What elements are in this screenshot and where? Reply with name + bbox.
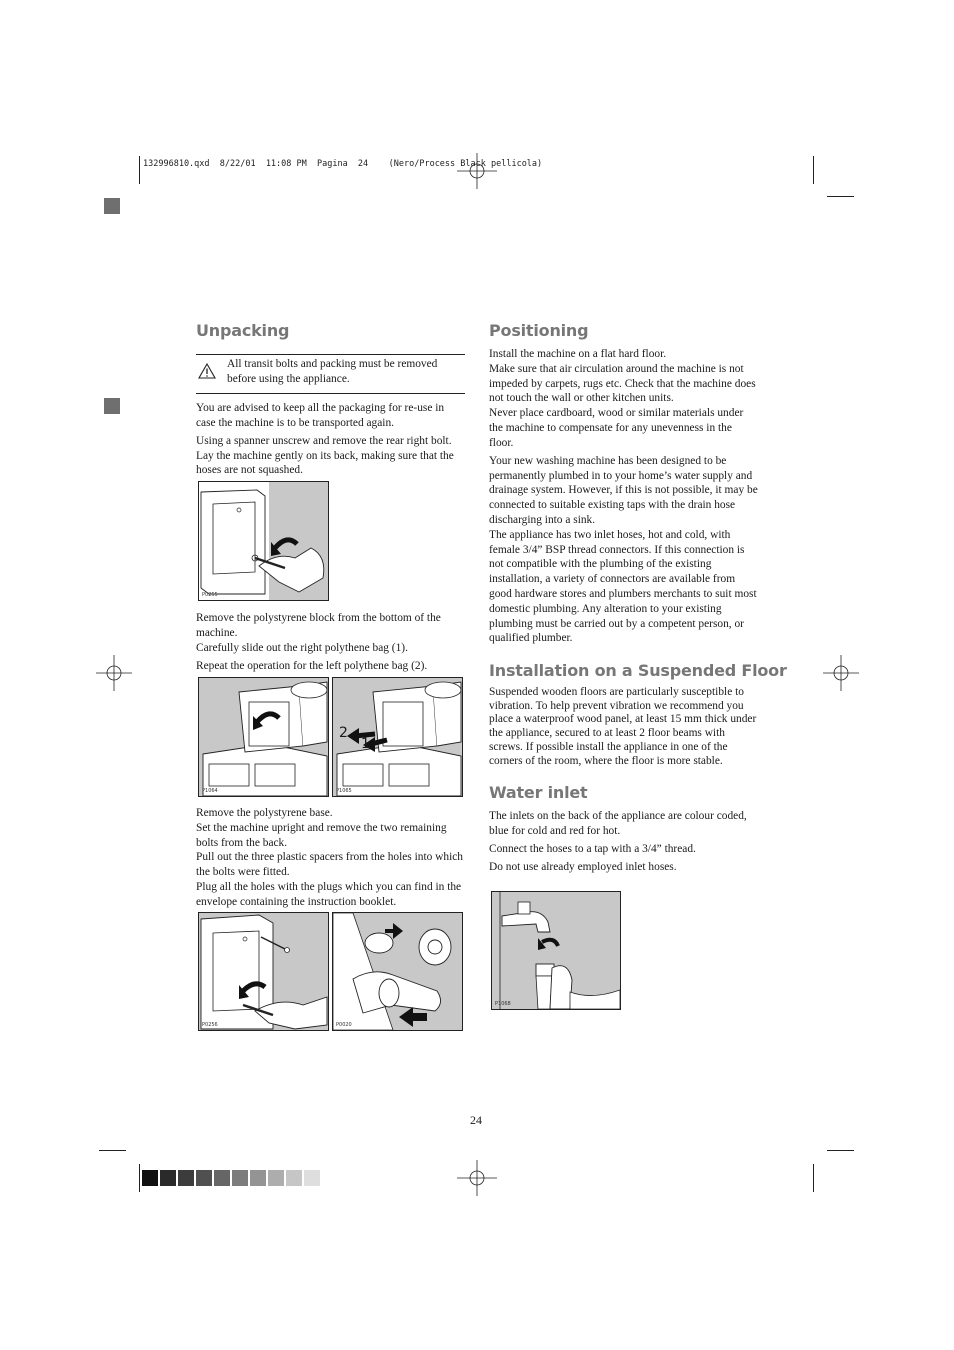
paragraph: Your new washing machine has been designed to be permanently plumbed in to your home’s water supply and drainage system. However, if this is not possible, it may be connected to suitable existing taps with the drain hose discharging into a sink. — [489, 454, 758, 526]
color-bar-swatch — [214, 1170, 230, 1186]
figure-polythene-bag-left — [332, 677, 463, 797]
paragraph: Do not use already employed inlet hoses. — [489, 860, 677, 873]
paragraph: Never place cardboard, wood or similar materials under the machine to compensate for any unevenness in the floor. — [489, 407, 744, 449]
warning-text: All transit bolts and packing must be removed before using the appliance. — [227, 358, 438, 385]
figure-code: P0256 — [202, 1022, 218, 1028]
paragraph: Plug all the holes with the plugs which you can find in the envelope containing the instruction booklet. — [196, 880, 462, 908]
registration-square — [104, 198, 120, 214]
figure-code: P1068 — [495, 1001, 511, 1007]
crop-mark — [99, 1150, 126, 1151]
paragraph: Pull out the three plastic spacers from the holes into which the bolts were fitted. — [196, 851, 463, 879]
paragraph: Make sure that air circulation around the machine is not impeded by carpets, rugs etc. Check that the machine does not touch the wall or other kitchen units. — [489, 362, 756, 405]
color-bar-swatch — [160, 1170, 176, 1186]
crop-mark — [813, 156, 814, 184]
page-number: 24 — [470, 1113, 482, 1127]
heading-positioning: Positioning — [489, 321, 589, 340]
color-bar-swatch — [304, 1170, 320, 1186]
figure-remove-rear-bolt — [198, 481, 329, 601]
paragraph: Remove the polystyrene block from the bottom of the machine. — [196, 612, 441, 639]
figure-remove-remaining-bolts — [198, 912, 329, 1031]
figure-connect-tap — [491, 891, 621, 1010]
heading-water-inlet: Water inlet — [489, 783, 588, 802]
paragraph: Using a spanner unscrew and remove the rear right bolt. Lay the machine gently on its back, making sure that the hoses are not squashed. — [196, 434, 454, 477]
paragraph: Carefully slide out the right polythene bag (1). — [196, 641, 408, 654]
unpacking-text-2 — [196, 611, 466, 677]
paragraph: The inlets on the back of the appliance are colour coded, blue for cold and red for hot. — [489, 810, 747, 837]
heading-suspended-floor: Installation on a Suspended Floor — [489, 661, 787, 680]
color-bar-swatch — [196, 1170, 212, 1186]
registration-crosshair-icon — [457, 153, 497, 189]
unpacking-text-1 — [196, 401, 466, 481]
registration-square — [104, 398, 120, 414]
paragraph: Suspended wooden floors are particularly susceptible to vibration. To help prevent vibration we recommend you place a waterproof wood panel, at least 15 mm thick under the appliance, secured to at least 2 floor beams with screws. If possible install the appliance in one of the corners of the room, where the floor is more stable. — [489, 686, 757, 767]
figure-code: P0020 — [336, 1022, 352, 1028]
color-bar-swatch — [178, 1170, 194, 1186]
figure-code: P1065 — [336, 788, 352, 794]
color-bar-swatch — [232, 1170, 248, 1186]
color-bar-swatch — [250, 1170, 266, 1186]
callout-label: 1 — [361, 736, 370, 752]
paragraph: Remove the polystyrene base. — [196, 807, 333, 819]
figure-insert-plugs — [332, 912, 463, 1031]
registration-crosshair-icon — [96, 655, 132, 691]
crop-mark — [139, 1164, 140, 1192]
printer-slug: 132996810.qxd 8/22/01 11:08 PM Pagina 24 (Nero/Process Black pellicola) — [143, 159, 543, 169]
suspended-floor-text — [489, 686, 759, 771]
crop-mark — [827, 196, 854, 197]
heading-unpacking: Unpacking — [196, 321, 290, 340]
crop-mark — [813, 1164, 814, 1192]
color-bar-swatch — [268, 1170, 284, 1186]
paragraph: Repeat the operation for the left polythene bag (2). — [196, 659, 428, 672]
paragraph: Install the machine on a flat hard floor. — [489, 348, 667, 360]
warning-box — [196, 354, 465, 394]
positioning-text — [489, 347, 759, 649]
figure-code: P0255 — [202, 592, 218, 598]
paragraph: Connect the hoses to a tap with a 3/4” thread. — [489, 842, 696, 855]
figure-polythene-bag-right — [198, 677, 329, 797]
paragraph: You are advised to keep all the packaging for re-use in case the machine is to be transported again. — [196, 402, 445, 429]
callout-label: 2 — [339, 725, 348, 741]
crop-mark — [827, 1150, 854, 1151]
color-bar-swatch — [142, 1170, 158, 1186]
color-bar-swatch — [286, 1170, 302, 1186]
registration-crosshair-icon — [823, 655, 859, 691]
water-inlet-text — [489, 809, 759, 878]
paragraph: Set the machine upright and remove the two remaining bolts from the back. — [196, 821, 447, 849]
unpacking-text-3 — [196, 806, 466, 910]
paragraph: The appliance has two inlet hoses, hot and cold, with female 3/4” BSP thread connectors. If this connection is not compatible with the plumbing of the existing installation, a variety of connectors are available from good hardware stores and plumbers merchants to suit most domestic plumbing. Any alteration to your existing plumbing must be carried out by a competent person, or qualified plumber. — [489, 528, 757, 645]
registration-crosshair-icon — [457, 1160, 497, 1196]
crop-mark — [139, 156, 140, 184]
figure-code: P1064 — [202, 788, 218, 794]
warning-triangle-icon — [198, 363, 216, 379]
